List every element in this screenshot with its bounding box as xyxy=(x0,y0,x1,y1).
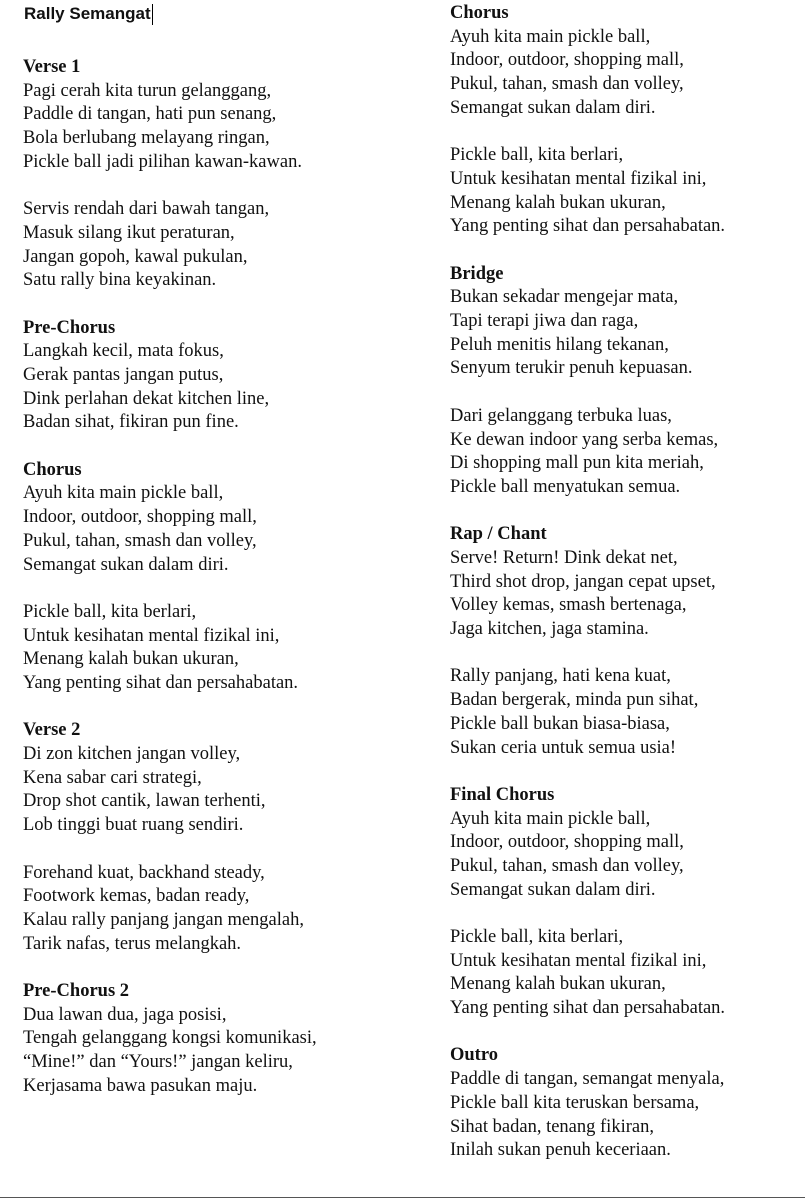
lyric-line: Masuk silang ikut peraturan, xyxy=(23,222,235,243)
lyric-section xyxy=(450,784,795,1021)
document-title-text: Rally Semangat xyxy=(24,4,151,23)
lyric-line: Yang penting sihat dan persahabatan. xyxy=(450,216,726,237)
stanza xyxy=(23,743,423,838)
lyric-line: Kena sabar cari strategi, xyxy=(23,767,202,788)
section-heading: Chorus xyxy=(450,3,509,23)
section-heading: Chorus xyxy=(23,459,82,480)
stanza xyxy=(450,144,795,239)
lyric-section xyxy=(23,56,423,293)
lyric-line: Kerjasama bawa pasukan maju. xyxy=(23,1075,258,1096)
stanza xyxy=(23,601,423,696)
lyric-line: Dua lawan dua, jaga posisi, xyxy=(23,1004,227,1025)
lyric-line: Menang kalah bukan ukuran, xyxy=(23,649,239,670)
document-title[interactable] xyxy=(24,3,153,25)
lyric-line: Pukul, tahan, smash dan volley, xyxy=(23,530,257,551)
lyric-line: Sukan ceria untuk semua usia! xyxy=(450,737,677,758)
lyric-line: Semangat sukan dalam diri. xyxy=(23,554,229,575)
lyric-line: Dari gelanggang terbuka luas, xyxy=(450,405,672,426)
lyric-line: Indoor, outdoor, shopping mall, xyxy=(450,50,684,71)
lyric-line: Di zon kitchen jangan volley, xyxy=(23,744,241,765)
lyric-line: Ayuh kita main pickle ball, xyxy=(450,26,651,47)
lyric-section xyxy=(23,317,423,436)
lyric-line: Sihat badan, tenang fikiran, xyxy=(450,1116,654,1137)
lyric-line: Untuk kesihatan mental fizikal ini, xyxy=(23,625,280,646)
lyric-line: “Mine!” dan “Yours!” jangan keliru, xyxy=(23,1052,293,1073)
lyric-line: Senyum terukir penuh kepuasan. xyxy=(450,358,693,379)
lyric-line: Pickle ball kita teruskan bersama, xyxy=(450,1092,700,1113)
stanza xyxy=(23,340,423,435)
section-heading: Outro xyxy=(450,1045,498,1066)
stanza xyxy=(450,1068,795,1163)
lyric-line: Third shot drop, jangan cepat upset, xyxy=(450,571,716,592)
lyric-line: Pickle ball, kita berlari, xyxy=(450,927,624,948)
text-cursor xyxy=(152,4,153,25)
lyric-line: Kalau rally panjang jangan mengalah, xyxy=(23,909,304,930)
lyric-line: Rally panjang, hati kena kuat, xyxy=(450,666,671,687)
lyric-line: Langkah kecil, mata fokus, xyxy=(23,341,224,362)
lyric-section xyxy=(23,980,423,1099)
lyric-section xyxy=(450,263,795,500)
lyric-line: Yang penting sihat dan persahabatan. xyxy=(450,998,726,1019)
lyric-line: Ayuh kita main pickle ball, xyxy=(23,483,224,504)
lyric-section xyxy=(450,2,795,239)
stanza xyxy=(23,482,423,577)
lyric-line: Jaga kitchen, jaga stamina. xyxy=(450,619,649,640)
lyric-line: Ayuh kita main pickle ball, xyxy=(450,808,651,829)
lyric-line: Tengah gelanggang kongsi komunikasi, xyxy=(23,1028,317,1049)
lyric-line: Satu rally bina keyakinan. xyxy=(23,270,217,291)
lyric-line: Servis rendah dari bawah tangan, xyxy=(23,199,270,220)
lyric-line: Paddle di tangan, hati pun senang, xyxy=(23,104,277,125)
stanza xyxy=(23,1004,423,1099)
lyric-line: Lob tinggi buat ruang sendiri. xyxy=(23,815,244,836)
lyric-line: Inilah sukan penuh keceriaan. xyxy=(450,1140,671,1161)
lyric-line: Ke dewan indoor yang serba kemas, xyxy=(450,429,719,450)
lyric-line: Pukul, tahan, smash dan volley, xyxy=(450,74,684,95)
lyric-line: Indoor, outdoor, shopping mall, xyxy=(23,507,257,528)
lyric-line: Serve! Return! Dink dekat net, xyxy=(450,547,678,568)
section-heading: Verse 1 xyxy=(23,57,81,77)
stanza xyxy=(450,926,795,1021)
stanza xyxy=(450,547,795,642)
lyric-line: Menang kalah bukan ukuran, xyxy=(450,192,666,213)
lyric-line: Indoor, outdoor, shopping mall, xyxy=(450,832,684,853)
lyric-section xyxy=(450,1044,795,1163)
section-heading: Pre-Chorus xyxy=(23,317,116,338)
lyric-line: Pukul, tahan, smash dan volley, xyxy=(450,855,684,876)
stanza xyxy=(450,808,795,903)
section-heading: Rap / Chant xyxy=(450,524,547,545)
lyric-line: Badan sihat, fikiran pun fine. xyxy=(23,412,239,433)
lyric-line: Untuk kesihatan mental fizikal ini, xyxy=(450,168,707,189)
lyric-line: Tarik nafas, terus melangkah. xyxy=(23,933,242,954)
lyric-line: Volley kemas, smash bertenaga, xyxy=(450,595,687,616)
lyric-line: Yang penting sihat dan persahabatan. xyxy=(23,673,299,694)
lyric-line: Pickle ball bukan biasa-biasa, xyxy=(450,713,670,734)
lyric-line: Tapi terapi jiwa dan raga, xyxy=(450,311,639,332)
lyric-line: Paddle di tangan, semangat menyala, xyxy=(450,1069,725,1090)
stanza xyxy=(450,665,795,760)
lyric-line: Pickle ball, kita berlari, xyxy=(450,145,624,166)
lyric-line: Dink perlahan dekat kitchen line, xyxy=(23,388,270,409)
lyric-line: Pickle ball, kita berlari, xyxy=(23,601,197,622)
lyric-line: Pagi cerah kita turun gelanggang, xyxy=(23,80,272,101)
stanza xyxy=(23,198,423,293)
lyric-section xyxy=(23,719,423,956)
lyric-line: Pickle ball jadi pilihan kawan-kawan. xyxy=(23,151,302,172)
lyric-line: Bola berlubang melayang ringan, xyxy=(23,128,270,149)
lyric-line: Menang kalah bukan ukuran, xyxy=(450,974,666,995)
lyrics-left-column xyxy=(23,56,423,1122)
lyric-line: Untuk kesihatan mental fizikal ini, xyxy=(450,950,707,971)
section-heading: Verse 2 xyxy=(23,720,81,741)
lyric-line: Footwork kemas, badan ready, xyxy=(23,886,250,907)
page-bottom-divider xyxy=(0,1197,805,1198)
lyric-section xyxy=(23,459,423,696)
stanza xyxy=(450,405,795,500)
lyric-line: Forehand kuat, backhand steady, xyxy=(23,862,265,883)
lyrics-right-column xyxy=(450,2,795,1187)
section-heading: Pre-Chorus 2 xyxy=(23,980,130,1001)
lyric-line: Semangat sukan dalam diri. xyxy=(450,97,656,118)
stanza xyxy=(450,286,795,381)
stanza xyxy=(450,26,795,121)
section-heading: Bridge xyxy=(450,263,504,284)
lyric-line: Drop shot cantik, lawan terhenti, xyxy=(23,791,266,812)
stanza xyxy=(23,862,423,957)
stanza xyxy=(23,80,423,175)
lyric-line: Peluh menitis hilang tekanan, xyxy=(450,334,669,355)
lyric-line: Badan bergerak, minda pun sihat, xyxy=(450,690,699,711)
lyric-line: Gerak pantas jangan putus, xyxy=(23,365,224,386)
lyric-line: Semangat sukan dalam diri. xyxy=(450,879,656,900)
lyric-line: Jangan gopoh, kawal pukulan, xyxy=(23,246,248,267)
lyric-section xyxy=(450,523,795,760)
section-heading: Final Chorus xyxy=(450,784,555,805)
lyric-line: Pickle ball menyatukan semua. xyxy=(450,476,681,497)
lyric-line: Bukan sekadar mengejar mata, xyxy=(450,287,679,308)
lyric-line: Di shopping mall pun kita meriah, xyxy=(450,453,704,474)
